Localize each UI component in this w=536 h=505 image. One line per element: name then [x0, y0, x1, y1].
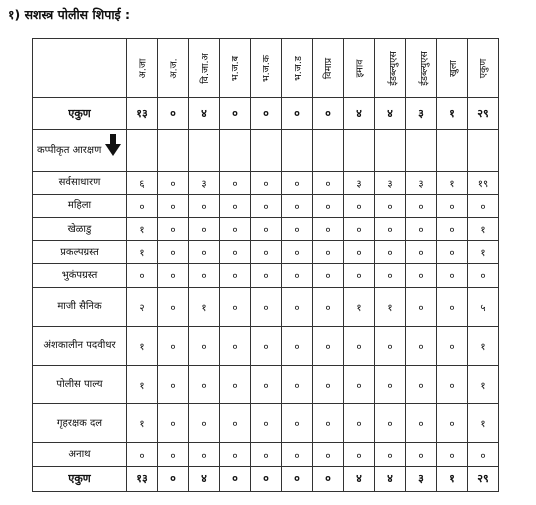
table-cell: ०	[158, 218, 189, 241]
table-cell: ०	[189, 241, 220, 264]
table-cell: २९	[468, 98, 499, 130]
row-label-text: माजी सैनिक	[57, 301, 102, 313]
table-row	[33, 365, 499, 404]
table-cell: १९	[468, 171, 499, 194]
table-cell: ०	[437, 264, 468, 287]
table-cell: ४	[344, 98, 375, 130]
table-cell	[158, 129, 189, 171]
table-cell: ०	[406, 218, 437, 241]
table-cell: ६	[127, 171, 158, 194]
table-row	[33, 287, 499, 326]
row-label	[33, 171, 127, 194]
table-cell: ०	[406, 264, 437, 287]
row-label	[33, 129, 127, 171]
table-cell: ४	[189, 98, 220, 130]
page-heading: १) सशस्त्र पोलीस शिपाई :	[8, 7, 131, 22]
table-row	[33, 218, 499, 241]
table-cell: १	[468, 404, 499, 443]
table-cell: ०	[282, 98, 313, 130]
table-row	[33, 129, 499, 171]
table-row	[33, 264, 499, 287]
table-cell: ०	[282, 404, 313, 443]
table-cell: ४	[344, 466, 375, 491]
table-cell: ०	[251, 241, 282, 264]
table-row	[33, 466, 499, 491]
table-cell: ०	[375, 218, 406, 241]
table-cell: ०	[158, 326, 189, 365]
table-cell: ०	[344, 218, 375, 241]
table-cell: ०	[220, 404, 251, 443]
table-cell: ०	[189, 326, 220, 365]
col-header: इमाव	[344, 39, 375, 98]
table-cell: १	[468, 326, 499, 365]
table-cell: ०	[220, 466, 251, 491]
row-label-text: एकुण	[68, 472, 91, 486]
table-cell: १	[127, 404, 158, 443]
table-cell: ०	[344, 443, 375, 466]
table-cell: ०	[406, 443, 437, 466]
table-cell: ३	[406, 98, 437, 130]
table-cell: ०	[158, 466, 189, 491]
table-row	[33, 171, 499, 194]
row-label	[33, 466, 127, 491]
table-cell: ०	[220, 287, 251, 326]
row-label-text: महिला	[67, 200, 92, 212]
row-label	[33, 365, 127, 404]
table-cell: ०	[127, 443, 158, 466]
table-cell: ०	[251, 326, 282, 365]
table-cell: २९	[468, 466, 499, 491]
table-cell: ०	[313, 171, 344, 194]
table-cell: ०	[220, 443, 251, 466]
reservation-table	[32, 38, 499, 492]
table-cell: ०	[158, 194, 189, 217]
table-cell: ०	[468, 264, 499, 287]
table-cell: ०	[344, 194, 375, 217]
col-header: भ.ज.ब	[220, 39, 251, 98]
table-cell: ०	[158, 241, 189, 264]
table-cell: २	[127, 287, 158, 326]
table-cell: ०	[282, 287, 313, 326]
table-cell	[282, 129, 313, 171]
header-row	[33, 39, 499, 98]
row-label-text: पोलीस पाल्य	[56, 379, 103, 390]
table-cell: ०	[282, 218, 313, 241]
row-label-text: खेळाडु	[67, 223, 92, 235]
table-cell: १	[468, 241, 499, 264]
table-cell: ०	[313, 287, 344, 326]
table-cell: ०	[437, 326, 468, 365]
table-cell: ०	[282, 171, 313, 194]
table-cell: ०	[468, 194, 499, 217]
table-cell	[406, 129, 437, 171]
row-label	[33, 241, 127, 264]
row-label	[33, 218, 127, 241]
row-label	[33, 326, 127, 365]
table-cell: ०	[220, 264, 251, 287]
table-cell: ०	[158, 171, 189, 194]
table-cell: ०	[220, 98, 251, 130]
col-header: वि.जा.अ	[189, 39, 220, 98]
col-header: भ.ज.ड	[282, 39, 313, 98]
col-header: ईडब्ल्युएस	[406, 39, 437, 98]
col-header: विमाप्र	[313, 39, 344, 98]
table-cell: ०	[220, 171, 251, 194]
col-header: खुला	[437, 39, 468, 98]
table-cell: ०	[189, 194, 220, 217]
table-row	[33, 404, 499, 443]
table-cell: १	[437, 98, 468, 130]
table-cell: ५	[468, 287, 499, 326]
table-cell	[189, 129, 220, 171]
table-cell: ३	[406, 466, 437, 491]
table-cell: १	[127, 241, 158, 264]
table-cell: ०	[220, 326, 251, 365]
row-label	[33, 194, 127, 217]
row-label-text: भुकंपग्रस्त	[61, 269, 98, 281]
table-cell: १	[437, 171, 468, 194]
table-cell: ०	[251, 365, 282, 404]
col-header: ईडब्ल्युएस	[375, 39, 406, 98]
table-cell: ०	[158, 287, 189, 326]
corner-cell	[33, 39, 127, 98]
table-cell: ०	[189, 264, 220, 287]
table-cell: ०	[437, 404, 468, 443]
table-cell: ०	[220, 241, 251, 264]
table-cell	[468, 129, 499, 171]
table-cell: ०	[437, 443, 468, 466]
table-cell: ०	[251, 264, 282, 287]
table-cell: ०	[375, 365, 406, 404]
table-cell: ०	[282, 326, 313, 365]
row-label	[33, 287, 127, 326]
row-label-text: सर्वसाधारण	[58, 177, 101, 189]
table-cell: १३	[127, 98, 158, 130]
table-row	[33, 98, 499, 130]
table-body	[33, 98, 499, 492]
table-cell: ०	[406, 404, 437, 443]
table-cell	[375, 129, 406, 171]
table-cell: ०	[158, 404, 189, 443]
table-cell: ०	[313, 365, 344, 404]
col-header: भ.ज.क	[251, 39, 282, 98]
table-cell: १	[189, 287, 220, 326]
table-cell: ०	[189, 404, 220, 443]
table-cell: ०	[282, 466, 313, 491]
table-cell: १	[375, 287, 406, 326]
row-label	[33, 404, 127, 443]
table-cell: ०	[251, 443, 282, 466]
table-cell: १	[468, 365, 499, 404]
table-cell: ३	[406, 171, 437, 194]
table-cell: ०	[189, 218, 220, 241]
table-cell: ०	[158, 98, 189, 130]
table-cell: ४	[375, 98, 406, 130]
table-cell: ०	[251, 404, 282, 443]
table-cell: ०	[375, 404, 406, 443]
table-cell: ०	[158, 264, 189, 287]
table-cell: ०	[437, 194, 468, 217]
table-cell: ०	[313, 218, 344, 241]
table-cell: ०	[313, 466, 344, 491]
table-cell: ०	[344, 241, 375, 264]
table-cell: ०	[220, 218, 251, 241]
table-cell	[313, 129, 344, 171]
table-cell: १	[344, 287, 375, 326]
table-cell: ०	[251, 218, 282, 241]
table-cell: ०	[220, 194, 251, 217]
table-cell: ०	[468, 443, 499, 466]
col-header: अ.ज.	[158, 39, 189, 98]
table-cell: ०	[282, 443, 313, 466]
table-cell: ०	[437, 287, 468, 326]
table-cell: ३	[189, 171, 220, 194]
table-cell: ०	[437, 365, 468, 404]
table-cell: ०	[158, 443, 189, 466]
table-row	[33, 241, 499, 264]
table-cell: ०	[344, 326, 375, 365]
table-cell: ०	[313, 241, 344, 264]
row-label-text: प्रकल्पग्रस्त	[60, 246, 99, 258]
table-cell: ०	[282, 194, 313, 217]
table-cell: १	[127, 218, 158, 241]
table-cell: ०	[313, 194, 344, 217]
table-cell: १	[468, 218, 499, 241]
table-cell: ०	[127, 264, 158, 287]
table-cell	[344, 129, 375, 171]
col-header: एकुण	[468, 39, 499, 98]
table-cell: ०	[158, 365, 189, 404]
table-cell: ०	[313, 443, 344, 466]
table-cell: १	[127, 365, 158, 404]
table-cell: ०	[282, 365, 313, 404]
table-cell: ३	[375, 171, 406, 194]
table-cell: ०	[406, 365, 437, 404]
table-cell: ०	[251, 98, 282, 130]
row-label	[33, 98, 127, 130]
table-cell: ०	[220, 365, 251, 404]
table-cell: ३	[344, 171, 375, 194]
table-cell	[251, 129, 282, 171]
table-cell: १३	[127, 466, 158, 491]
table-cell: ०	[282, 264, 313, 287]
table-cell: ०	[437, 218, 468, 241]
table-cell	[220, 129, 251, 171]
table-row	[33, 326, 499, 365]
table-cell: ०	[344, 264, 375, 287]
table-cell: ०	[344, 365, 375, 404]
table-cell: ४	[189, 466, 220, 491]
table-cell: ०	[406, 287, 437, 326]
row-label-text: गृहरक्षक दल	[56, 417, 103, 429]
table-cell: ०	[313, 326, 344, 365]
table-cell: ०	[251, 194, 282, 217]
row-label	[33, 443, 127, 466]
table-cell	[437, 129, 468, 171]
table-cell: ०	[313, 98, 344, 130]
table-cell: ०	[406, 194, 437, 217]
col-header: अ.जा	[127, 39, 158, 98]
table-row	[33, 194, 499, 217]
table-cell: ०	[189, 365, 220, 404]
row-label	[33, 264, 127, 287]
table-cell: ०	[127, 194, 158, 217]
table-cell: ०	[375, 264, 406, 287]
table-cell: ०	[251, 287, 282, 326]
table-cell: १	[437, 466, 468, 491]
table-cell: ०	[251, 171, 282, 194]
table-cell: ०	[375, 194, 406, 217]
table-cell: ०	[437, 241, 468, 264]
table-cell: ०	[375, 443, 406, 466]
row-label-text: अंशकालीन पदवीधर	[43, 340, 116, 352]
row-label-text: एकुण	[68, 106, 91, 120]
table-cell: ०	[344, 404, 375, 443]
table-cell: ०	[251, 466, 282, 491]
table-cell: ०	[375, 241, 406, 264]
table-cell: ०	[375, 326, 406, 365]
table-cell: ०	[406, 326, 437, 365]
table-cell: ०	[282, 241, 313, 264]
table-row	[33, 443, 499, 466]
table-cell: ०	[313, 264, 344, 287]
table-cell	[127, 129, 158, 171]
table-cell: ०	[313, 404, 344, 443]
table-cell: १	[127, 326, 158, 365]
row-label-text: कप्पीकृत आरक्षण	[37, 144, 102, 156]
row-label-text: अनाथ	[68, 449, 91, 461]
down-arrow-icon	[105, 144, 121, 156]
table-cell: ४	[375, 466, 406, 491]
table-cell: ०	[189, 443, 220, 466]
table-cell: ०	[406, 241, 437, 264]
